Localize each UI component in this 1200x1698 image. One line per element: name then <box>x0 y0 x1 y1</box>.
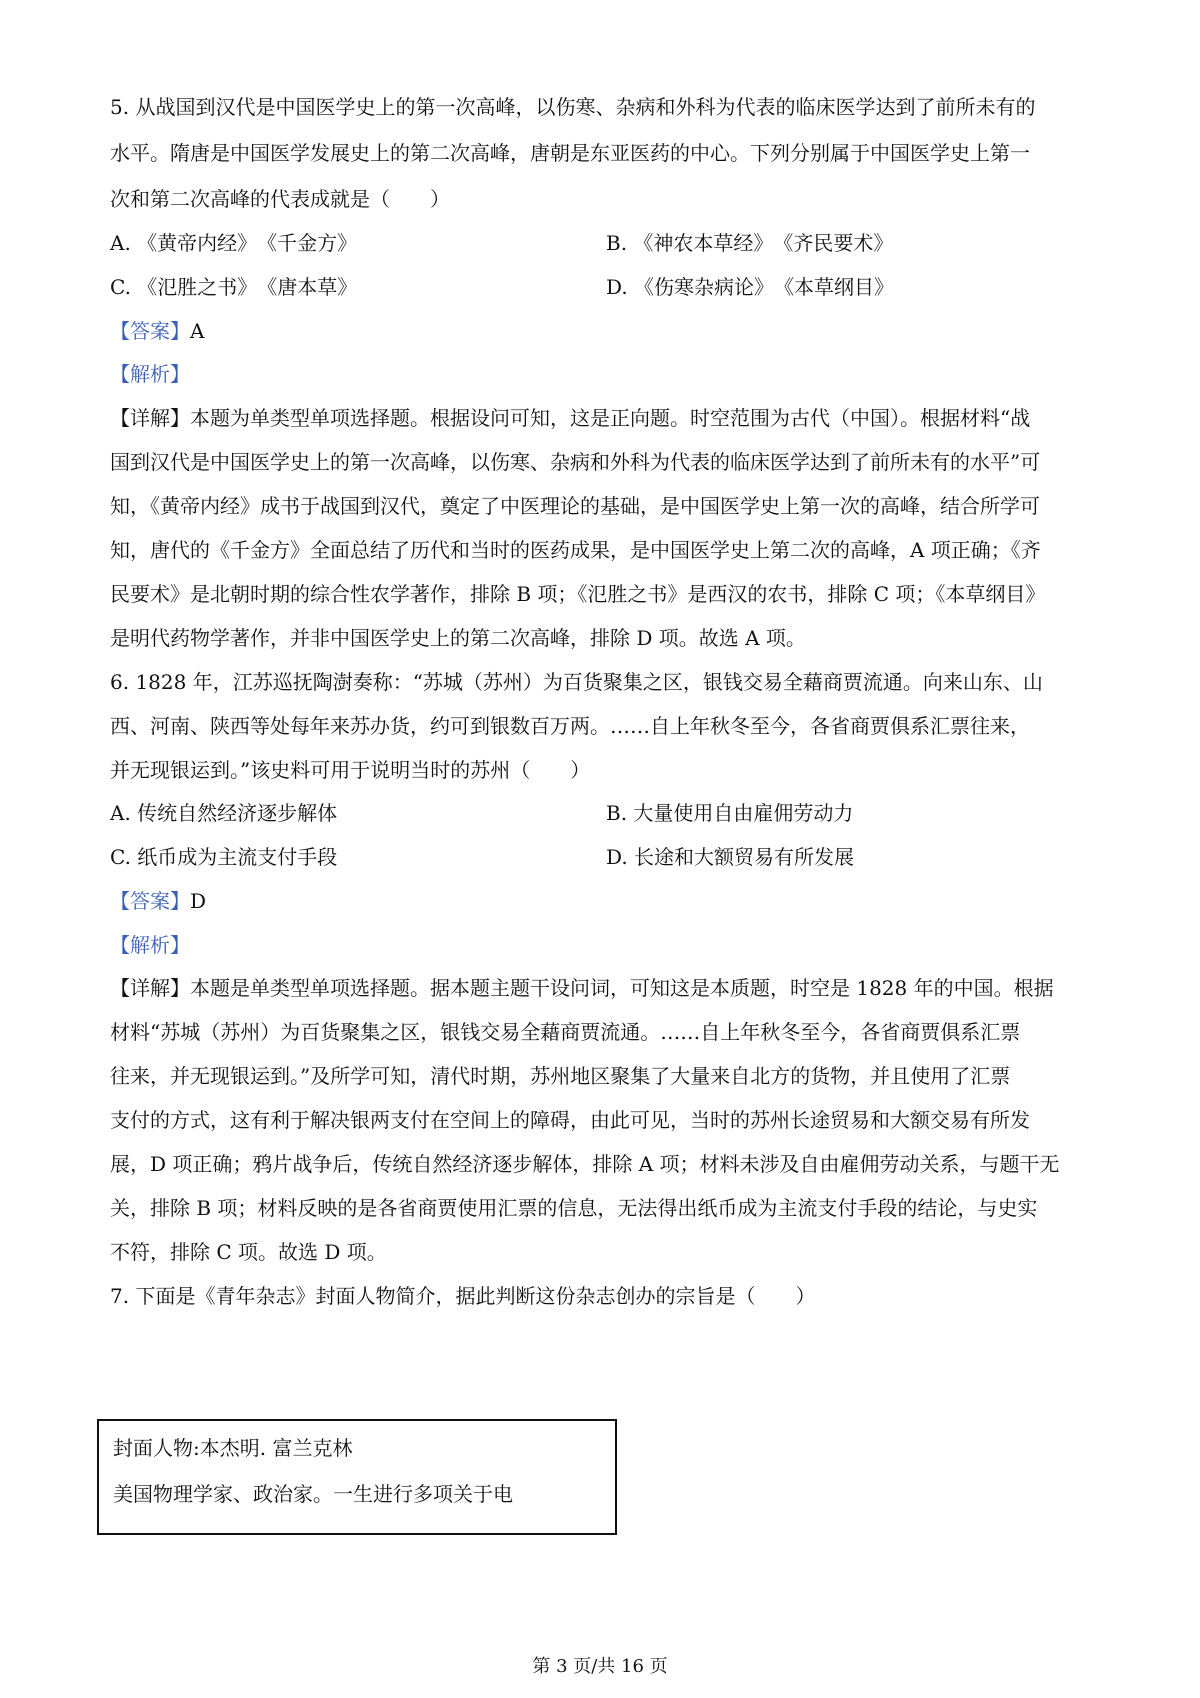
q5-detail-line-3: 知，《黄帝内经》成书于战国到汉代，奠定了中医理论的基础，是中国医学史上第一次的高峰，结合所学可 <box>110 494 1040 518</box>
q6-detail-text-1: 本题是单类型单项选择题。据本题主题干设问词，可知这是本质题，时空是 1828 年的中国。根据 <box>190 976 1054 1000</box>
q5-answer-tag: 【答案】 <box>110 319 190 343</box>
q6-detail-line-5: 展，D 项正确；鸦片战争后，传统自然经济逐步解体，排除 A 项；材料未涉及自由雇佣劳动关系，与题干无 <box>110 1152 1060 1176</box>
q5-detail-line-5: 民要术》是北朝时期的综合性农学著作，排除 B 项；《氾胜之书》是西汉的农书，排除 C 项；《本草纲目》 <box>110 582 1046 606</box>
q5-stem-line-1: 5. 从战国到汉代是中国医学史上的第一次高峰，以伤寒、杂病和外科为代表的临床医学达到了前所未有的 <box>110 95 1036 119</box>
q5-option-c: C. 《氾胜之书》 《唐本草》 <box>110 275 358 299</box>
q6-detail-line-6: 关，排除 B 项；材料反映的是各省商贾使用汇票的信息，无法得出纸币成为主流支付手段的结论，与史实 <box>110 1196 1038 1220</box>
q6-option-c: C. 纸币成为主流支付手段 <box>110 845 338 869</box>
q5-analysis-tag: 【解析】 <box>110 362 190 386</box>
q5-option-d: D. 《伤寒杂病论》 《本草纲目》 <box>606 275 895 299</box>
q6-detail-line-1 <box>110 973 1100 1003</box>
q6-detail-line-2: 材料“苏城（苏州）为百货聚集之区，银钱交易全藉商贾流通。……自上年秋冬至今，各省商贾俱系汇票 <box>110 1020 1021 1044</box>
q5-option-a: A. 《黄帝内经》 《千金方》 <box>110 231 358 255</box>
q5-detail-line-2: 国到汉代是中国医学史上的第一次高峰，以伤寒、杂病和外科为代表的临床医学达到了前所未有的水平”可 <box>110 450 1041 474</box>
q6-stem-line-3: 并无现银运到。”该史料可用于说明当时的苏州（ ） <box>110 758 591 782</box>
q7-stem: 7. 下面是《青年杂志》封面人物简介，据此判断这份杂志创办的宗旨是（ ） <box>110 1284 816 1308</box>
q5-detail-tag: 【详解】 <box>110 406 190 430</box>
q6-detail-line-7: 不符，排除 C 项。故选 D 项。 <box>110 1240 387 1264</box>
q6-analysis-tag: 【解析】 <box>110 933 190 957</box>
q7-box-line-2: 美国物理学家、政治家。一生进行多项关于电 <box>113 1482 513 1506</box>
q5-stem-line-3: 次和第二次高峰的代表成就是（ ） <box>110 187 450 211</box>
q5-detail-line-6: 是明代药物学著作，并非中国医学史上的第二次高峰，排除 D 项。故选 A 项。 <box>110 626 806 650</box>
q6-stem-line-1: 6. 1828 年，江苏巡抚陶澍奏称：“苏城（苏州）为百货聚集之区，银钱交易全藉商贾流通。向来山东、山 <box>110 670 1043 694</box>
q6-stem-line-2: 西、河南、陕西等处每年来苏办货，约可到银数百万两。……自上年秋冬至今，各省商贾俱系汇票往来， <box>110 714 1030 738</box>
q5-detail-text-1: 本题为单类型单项选择题。根据设问可知，这是正向题。时空范围为古代（中国）。根据材料“战 <box>190 406 1031 430</box>
q7-cover-profile-box <box>97 1419 617 1535</box>
q6-option-d: D. 长途和大额贸易有所发展 <box>606 845 855 869</box>
q5-option-b: B. 《神农本草经》 《齐民要术》 <box>606 231 894 255</box>
q5-answer-value: A <box>190 319 205 343</box>
q6-option-b: B. 大量使用自由雇佣劳动力 <box>606 801 854 825</box>
q6-detail-line-3: 往来，并无现银运到。”及所学可知，清代时期，苏州地区聚集了大量来自北方的货物，并且使用了汇票 <box>110 1064 1011 1088</box>
q6-answer-value: D <box>190 889 207 913</box>
q6-detail-line-4: 支付的方式，这有利于解决银两支付在空间上的障碍，由此可见，当时的苏州长途贸易和大额交易有所发 <box>110 1108 1030 1132</box>
q5-detail-line-1 <box>110 403 1100 433</box>
q6-detail-tag: 【详解】 <box>110 976 190 1000</box>
q6-answer-line <box>110 886 1100 916</box>
page-footer: 第 3 页/共 16 页 <box>532 1656 668 1677</box>
q6-answer-tag: 【答案】 <box>110 889 190 913</box>
q5-detail-line-4: 知，唐代的《千金方》全面总结了历代和当时的医药成果，是中国医学史上第二次的高峰，A 项正确；《齐 <box>110 538 1041 562</box>
q5-stem-line-2: 水平。隋唐是中国医学发展史上的第二次高峰，唐朝是东亚医药的中心。下列分别属于中国医学史上第一 <box>110 141 1030 165</box>
q6-option-a: A. 传统自然经济逐步解体 <box>110 801 338 825</box>
q5-answer-line <box>110 316 1100 346</box>
q7-box-line-1: 封面人物:本杰明. 富兰克林 <box>113 1436 353 1460</box>
